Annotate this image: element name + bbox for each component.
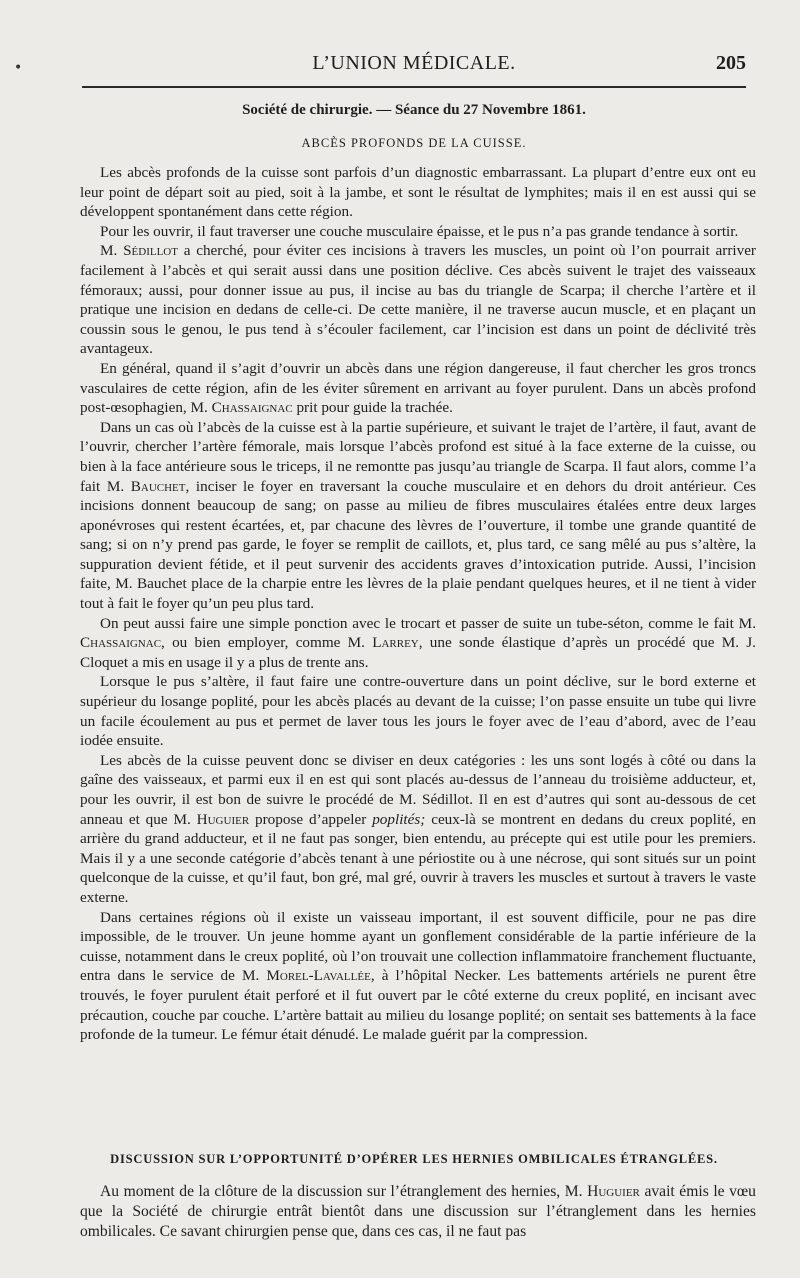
text-run: Les abcès de la cuisse peuvent donc se diviser en deux catégories : les uns sont logés à côté ou dans la gaîne des vaisseaux, et parmi eux il en est qui sont placés au-dessus de l’anneau du troisième adducteur, et, pour les ouvrir, il est bon de suivre le procédé de M. Sédillot. Il en est d’autres qui sont au-dessous de cet anneau et que M. xyxy=(80,751,756,828)
text-run: , inciser le foyer en traversant la couche musculaire et en dehors du droit antérieur. Ces incisions donnent beaucoup de sang; on passe au milieu de fibres musculaires étalées entre deux larges aponévroses qui restent écartées, et, par chacune des lèvres de l’ouverture, il tombe une grande quantité de sang; si on n’y prend pas garde, le foyer se remplit de caillots, et, plus tard, ce sang mêlé au pus s’altère, la suppuration devient fétide, et il peut survenir des accidents graves d’intoxication putride. Aussi, l’incision faite, M. Bauchet place de la charpie entre les lèvres de la plaie pendant quelques heures, et il ne tient à vider tout à fait le foyer qu’un peu plus tard. xyxy=(80,477,756,613)
text-run: a cherché, pour éviter ces incisions à travers les muscles, un point où l’on pourrait arriver facilement à l’abcès et qui serait aussi dans une position déclive. Ces abcès suivent le trajet des vaisseaux fémoraux; aussi, pour donner issue au pus, il incise au bas du triangle de Scarpa; il cherche l’artère et il pratique une incision en dedans de celle-ci. De cette manière, il ne traverse aucun muscle, et en plaçant un coussin sous le genou, le pus tend à s’écouler facilement, car l’incision est dans un point de déclivité très avantageux. xyxy=(80,242,756,358)
paragraph xyxy=(80,908,756,1045)
text-run: prit pour guide la trachée. xyxy=(292,399,453,417)
margin-bullet: • xyxy=(14,60,23,76)
text-run: M. xyxy=(100,242,124,260)
person-name: Morel-Lavallée xyxy=(266,967,371,985)
text-run: Dans un cas où l’abcès de la cuisse est à la partie supérieure, et suivant le trajet de l’artère, il faut, avant de l’ouvrir, chercher l’artère fémorale, mais lorsque l’abcès profond est situé à la face externe de la cuisse, ou bien à la face antérieure sous le triceps, il ne remontte pas jusqu’au triangle de Scarpa. Il faut alors, comme l’a fait M. xyxy=(80,418,756,495)
paragraph xyxy=(80,614,756,673)
person-name: Huguier xyxy=(587,1183,640,1200)
paragraph xyxy=(80,751,756,908)
article-body xyxy=(80,163,756,1045)
text-run: , ou bien employer, comme M. xyxy=(161,634,373,652)
text-run: ceux-là se montrent en dedans du creux poplité, en arrière du grand adducteur, et il ne faut pas songer, bien entendu, au précepte qui est utile pour les premiers. Mais il y a une seconde catégorie d’abcès tenant à une périostite ou à une nécrose, qui sont situés sur un point quelconque de la cuisse, et qu’il faut, bon gré, mal gré, ouvrir à travers les muscles et surtout à travers le vaste externe. xyxy=(80,810,756,906)
person-name: Larrey xyxy=(372,634,419,652)
text-run: , à l’hôpital Necker. Les battements artériels ne purent être trouvés, le foyer purulent était perforé et il fut ouvert par le côté externe du creux poplité, en incisant avec précaution, couche par couche. L’artère battait au milieu du losange poplité; on sentait ses battements à la face profonde de la tumeur. Le fémur était dénudé. Le malade guérit par la compression. xyxy=(80,967,756,1044)
text-run: Au moment de la clôture de la discussion sur l’étranglement des hernies, M. xyxy=(100,1183,588,1200)
text-run: propose d’appeler xyxy=(249,810,373,828)
page-number: 205 xyxy=(716,52,746,74)
person-name: Bauchet xyxy=(130,477,186,495)
person-name: Huguier xyxy=(196,810,250,828)
paragraph: Pour les ouvrir, il faut traverser une couche musculaire épaisse, et le pus n’a pas grande tendance à sortir. xyxy=(100,222,739,240)
text-run: Dans certaines régions où il existe un vaisseau important, il est souvent difficile, pour ne pas dire impossible, de le trouver. Un jeune homme ayant un gonflement considérable de la partie inférieure de la cuisse, notamment dans le creux poplité, où l’on trouvait une collection inflammatoire franchement fluctuante, entra dans le service de M. xyxy=(80,908,756,985)
running-title: L’UNION MÉDICALE. xyxy=(312,52,516,74)
text-run: On peut aussi faire une simple ponction avec le trocart et passer de suite un tube-séton, comme le fait M. xyxy=(100,614,756,632)
text-run: En général, quand il s’agit d’ouvrir un abcès dans une région dangereuse, il faut chercher les gros troncs vasculaires de cette région, afin de les éviter sûrement en arrivant au foyer purulent. Dans un abcès profond post-œsophagien, M. xyxy=(80,359,756,417)
discussion-body xyxy=(80,1182,756,1242)
paragraph xyxy=(80,1182,756,1242)
text-run: avait émis le vœu que la Société de chirurgie entrât bientôt dans une discussion sur l’étranglement dans les hernies ombilicales. Ce savant chirurgien pense que, dans ces cas, il ne faut pas xyxy=(80,1183,756,1240)
person-name: Chassaignac xyxy=(80,634,162,652)
section-title: Société de chirurgie. — Séance du 27 Novembre 1861. xyxy=(242,102,586,118)
header-rule xyxy=(82,86,746,88)
person-name: Chassaignac xyxy=(211,399,293,417)
section-subtitle: ABCÈS PROFONDS DE LA CUISSE. xyxy=(301,136,527,150)
discussion-title: DISCUSSION SUR L’OPPORTUNITÉ D’OPÉRER LES HERNIES OMBILICALES ÉTRANGLÉES. xyxy=(110,1152,718,1166)
paragraph xyxy=(80,418,756,614)
paragraph xyxy=(80,359,756,418)
person-name: Sédillot xyxy=(123,242,178,260)
paragraph: Lorsque le pus s’altère, il faut faire une contre-ouverture dans un point déclive, sur le bord externe et supérieur du losange poplité, pour les abcès placés au devant de la cuisse; l’on passe ensuite un tube qui livre un facile écoulement au pus et permet de laver tous les jours le foyer avec de l’eau d’abord, avec de l’eau iodée ensuite. xyxy=(80,673,756,750)
text-run: , une sonde élastique d’après un procédé que M. J. Cloquet a mis en usage il y a plus de trente ans. xyxy=(80,634,756,671)
paragraph: Les abcès profonds de la cuisse sont parfois d’un diagnostic embarrassant. La plupart d’entre eux ont eu leur point de départ soit au pied, soit à la jambe, et sont le résultat de lymphites; mais il en est aussi qui se développent spontanément dans cette région. xyxy=(80,164,756,221)
page-header xyxy=(82,52,746,78)
italic-term: poplités; xyxy=(372,810,426,828)
paragraph xyxy=(80,241,756,359)
